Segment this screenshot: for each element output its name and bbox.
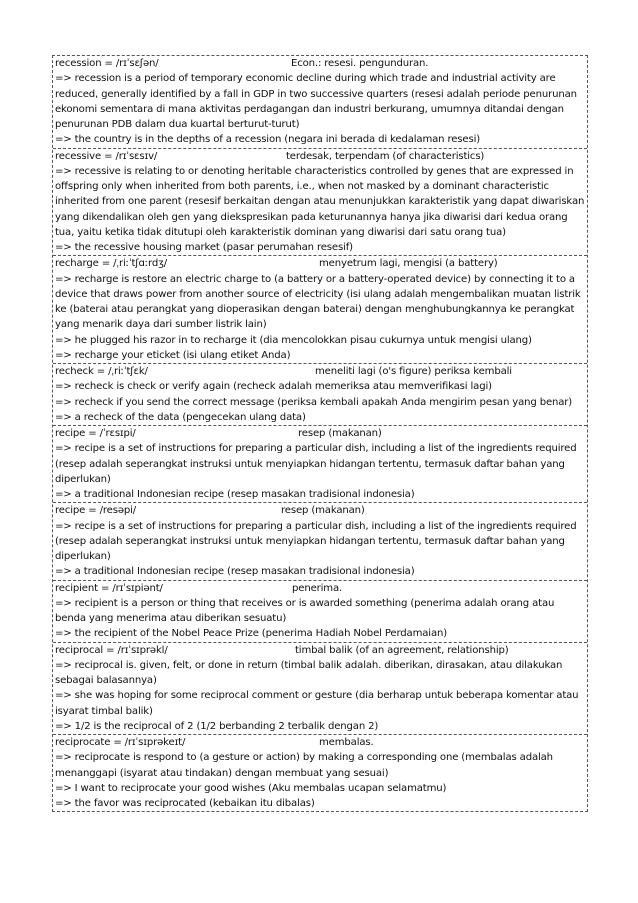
entry-recession — [53, 56, 587, 148]
entry-reciprocal — [53, 642, 587, 735]
headword: recipe = /resəpi/ — [55, 505, 137, 517]
headword: recheck = /ˌriːˈtʃɛk/ — [55, 366, 148, 377]
meaning: penerima. — [292, 582, 343, 594]
meaning: resep (makanan) — [281, 505, 365, 517]
entry-header — [55, 643, 585, 658]
headword: recession = /rɪˈsɛʃən/ — [55, 58, 159, 69]
example-line: => the recipient of the Nobel Peace Prize (penerima Hadiah Nobel Perdamaian) — [55, 628, 448, 640]
example-line: => a traditional Indonesian recipe (resep masakan tradisional indonesia) — [55, 489, 415, 500]
example-line: => the recessive housing market (pasar perumahan resesif) — [55, 242, 353, 253]
definition-line: => recheck is check or verify again (recheck adalah memeriksa atau memverifikasi lagi) — [55, 381, 492, 393]
definition-line: => reciprocate is respond to (a gesture or action) by making a corresponding one (membalas adalah menanggapi (isyarat atau tindakan) dengan membuat yang sesuai) — [55, 752, 553, 779]
meaning: membalas. — [319, 737, 374, 748]
meaning: timbal balik (of an agreement, relationship) — [295, 644, 509, 656]
entry-reciprocate — [53, 734, 587, 811]
definition-line: => recipient is a person or thing that receives or is awarded something (penerima adalah orang atau benda yang menerima atau diberikan sesuatu) — [55, 597, 555, 624]
definition-line: => recipe is a set of instructions for preparing a particular dish, including a list of the ingredients required (resep adalah seperangkat instruksi untuk menyiapkan hidangan tertentu, termasuk daftar bahan yang diperlukan) — [55, 520, 577, 562]
example-line: => recharge your eticket (isi ulang etiket Anda) — [55, 349, 291, 361]
example-line: => a recheck of the data (pengecekan ulang data) — [55, 411, 306, 423]
definition-line: => recipe is a set of instructions for preparing a particular dish, including a list of the ingredients required (resep adalah seperangkat instruksi untuk menyiapkan hidangan tertentu, termasuk daftar bahan yang diperlukan) — [55, 443, 577, 485]
meaning: Econ.: resesi. pengunduran. — [291, 58, 429, 69]
entry-header — [55, 364, 585, 379]
example-line: => the country is in the depths of a recession (negara ini berada di kedalaman resesi) — [55, 134, 481, 146]
entry-recipe — [53, 425, 587, 502]
example-line: => the favor was reciprocated (kebaikan itu dibalas) — [55, 798, 315, 809]
meaning: meneliti lagi (o's figure) periksa kembali — [315, 366, 512, 377]
headword: reciprocal = /rɪˈsɪprəkl/ — [55, 644, 168, 656]
entry-header — [55, 503, 585, 518]
entry-header — [55, 256, 585, 271]
entry-recipe-2 — [53, 502, 587, 579]
headword: recessive = /rɪˈsɛsɪv/ — [55, 150, 158, 162]
headword: reciprocate = /rɪˈsɪprəkeɪt/ — [55, 737, 186, 748]
entry-recessive — [53, 148, 587, 256]
definition-line: => reciprocal is. given, felt, or done in return (timbal balik adalah. diberikan, dirasakan, atau dilakukan sebagai balasannya) — [55, 659, 563, 686]
entry-recharge — [53, 255, 587, 363]
entry-header — [55, 581, 585, 596]
meaning: terdesak, terpendam (of characteristics) — [286, 150, 485, 162]
headword: recipient = /rɪˈsɪpiənt/ — [55, 582, 163, 594]
entry-recipient — [53, 580, 587, 642]
dictionary-page — [52, 55, 588, 812]
meaning: menyetrum lagi, mengisi (a battery) — [319, 258, 498, 270]
example-line: => 1/2 is the reciprocal of 2 (1/2 berbanding 2 terbalik dengan 2) — [55, 720, 379, 732]
entry-header — [55, 735, 585, 750]
definition-line: => recessive is relating to or denoting heritable characteristics controlled by genes that are expressed in offspring only when inherited from both parents, i.e., when not masked by a dominant characteristic inherited from one parent (resesif berkaitan dengan atau menunjukkan karakteristik yang dapat diwariskan yang dikendalikan oleh gen yang diekspresikan pada keturunannya hanya jika diwarisi dari kedua orang tua, yaitu ketika tidak ditutupi oleh karakteristik dominan yang diwarisi dari satu orang tua) — [55, 165, 585, 238]
entry-header — [55, 56, 585, 71]
example-line: => a traditional Indonesian recipe (resep masakan tradisional indonesia) — [55, 566, 415, 578]
entry-header — [55, 149, 585, 164]
entry-recheck — [53, 363, 587, 425]
example-line: => he plugged his razor in to recharge it (dia mencolokkan pisau cukurnya untuk mengisi ulang) — [55, 334, 532, 346]
example-line: => I want to reciprocate your good wishes (Aku membalas ucapan selamatmu) — [55, 782, 447, 794]
example-line: => recheck if you send the correct message (periksa kembali apakah Anda mengirim pesan yang benar) — [55, 396, 573, 408]
headword: recharge = /ˌriːˈtʃɑːrdʒ/ — [55, 258, 168, 270]
meaning: resep (makanan) — [298, 428, 382, 439]
definition-line: => recharge is restore an electric charge to (a battery or a battery-operated device) by connecting it to a device that draws power from another source of electricity (isi ulang adalah mengembalikan muatan listrik ke (baterai atau perangkat yang dioperasikan dengan baterai) dengan menghubungkannya ke perangkat yang menarik daya dari sumber listrik lain) — [55, 273, 581, 331]
entry-header — [55, 426, 585, 441]
headword: recipe = /ˈrɛsɪpi/ — [55, 428, 136, 439]
definition-line: => recession is a period of temporary economic decline during which trade and industrial activity are reduced, generally identified by a fall in GDP in two successive quarters (resesi adalah periode penurunan ekonomi sementara di mana aktivitas perdagangan dan industri berkurang, umumnya ditandai dengan penurunan PDB dalam dua kuartal berturut-turut) — [55, 73, 577, 130]
example-line: => she was hoping for some reciprocal comment or gesture (dia berharap untuk beberapa komentar atau isyarat timbal balik) — [55, 690, 579, 717]
